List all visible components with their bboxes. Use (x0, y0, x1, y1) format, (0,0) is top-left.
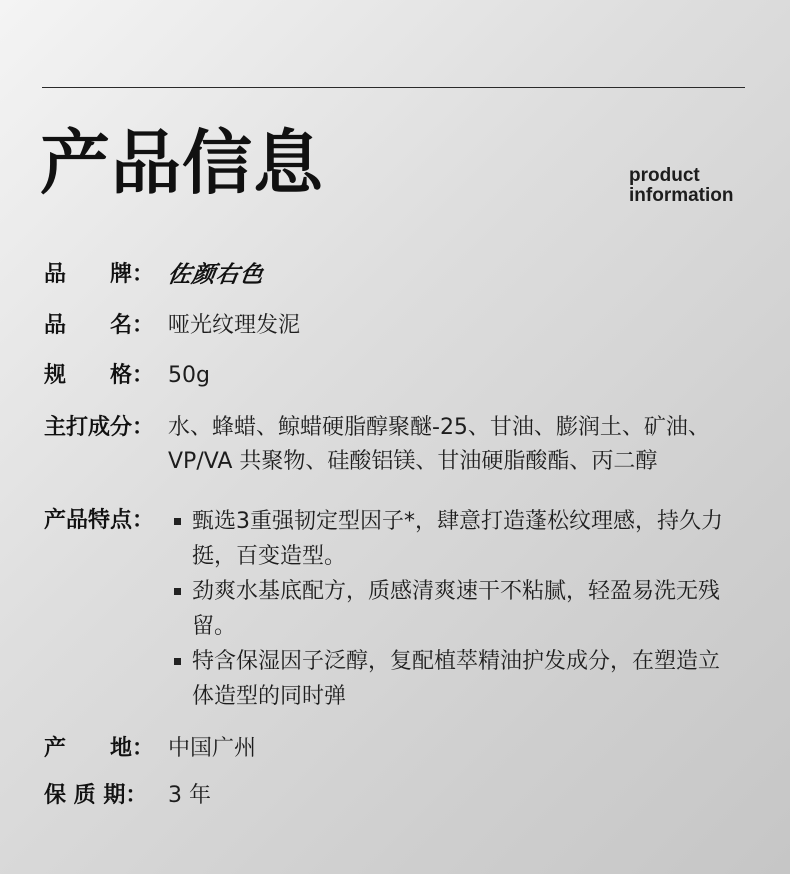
subtitle-line-1: product (629, 165, 700, 186)
feature-text: 甄选3重强韧定型因子*，肆意打造蓬松纹理感，持久力挺，百变造型。 (192, 509, 723, 569)
feature-item (168, 644, 728, 714)
ingredients-line-1: 水、蜂蜡、鲸蜡硬脂醇聚醚-25、甘油、膨润土、矿油、 (168, 415, 710, 440)
origin-label: 产 地： (44, 736, 155, 761)
ingredients-line-2: VP/VA 共聚物、硅酸铝镁、甘油硬脂酸酯、丙二醇 (168, 449, 658, 474)
page-subtitle (629, 166, 734, 206)
spec-row (44, 359, 738, 393)
shelf-life-value: 3 年 (168, 783, 211, 808)
shelf-life-label: 保 质 期： (44, 783, 148, 808)
top-divider (42, 87, 745, 88)
spec-label: 规 格： (44, 363, 155, 388)
features-list (168, 504, 728, 714)
brand-logo-text: 佐颜右色 (166, 262, 266, 288)
origin-row (44, 732, 738, 766)
square-bullet-icon (174, 588, 181, 595)
feature-text: 特含保湿因子泛醇，复配植萃精油护发成分，在塑造立体造型的同时弹 (192, 649, 721, 709)
brand-row (44, 258, 738, 293)
subtitle-line-2: information (629, 185, 734, 206)
shelf-life-row (44, 779, 738, 813)
name-label: 品 名： (44, 313, 155, 338)
square-bullet-icon (174, 518, 181, 525)
name-row (44, 309, 738, 343)
origin-value: 中国广州 (168, 736, 257, 761)
ingredients-value (168, 411, 738, 479)
ingredients-label: 主打成分： (44, 415, 155, 440)
feature-item (168, 574, 728, 644)
features-row (44, 504, 728, 714)
feature-text: 劲爽水基底配方，质感清爽速干不粘腻，轻盈易洗无残留。 (192, 579, 721, 639)
features-label: 产品特点： (44, 508, 155, 533)
name-value: 哑光纹理发泥 (168, 313, 301, 338)
page-title: 产品信息 (40, 122, 324, 204)
ingredients-row (44, 411, 738, 479)
spec-value: 50g (168, 363, 210, 388)
feature-item (168, 504, 728, 574)
square-bullet-icon (174, 658, 181, 665)
brand-label: 品 牌： (44, 262, 155, 287)
